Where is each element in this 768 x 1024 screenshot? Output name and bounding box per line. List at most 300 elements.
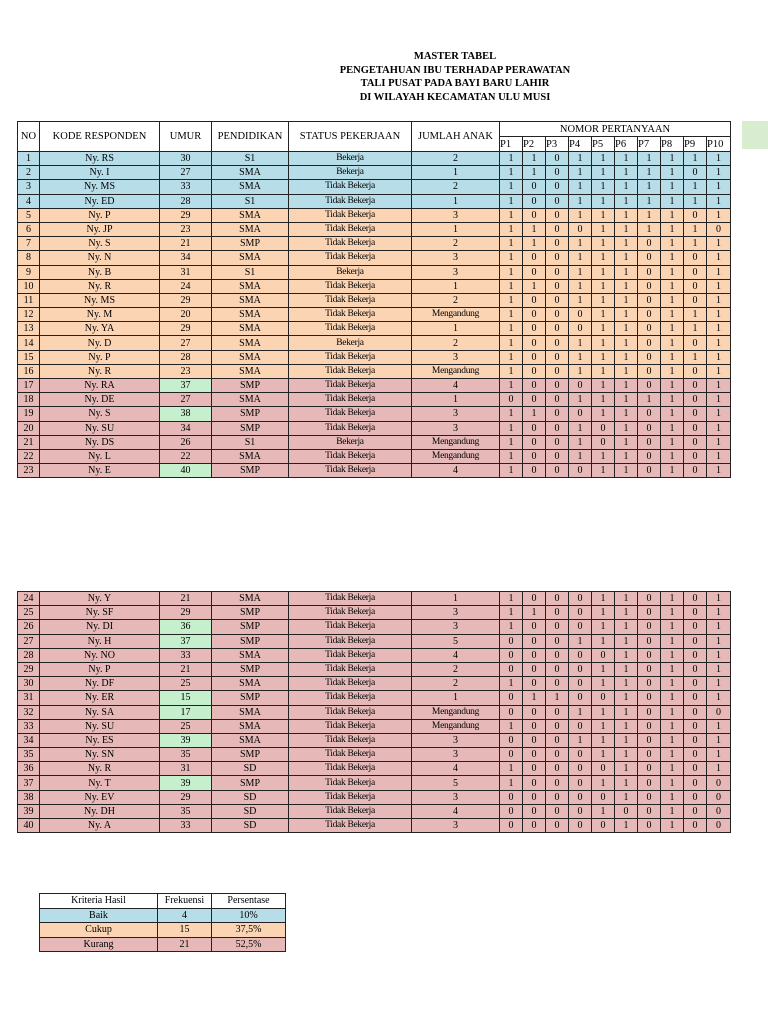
cell-status-pekerjaan: Tidak Bekerja [289,790,412,804]
cell-umur: 34 [160,421,212,435]
cell-p10: 1 [707,464,731,478]
cell-umur: 35 [160,804,212,818]
cell-p4: 1 [569,435,592,449]
cell-p5: 0 [592,790,615,804]
cell-jumlah-anak: 3 [412,208,500,222]
title-line-1: MASTER TABEL [413,51,497,62]
cell-p9: 0 [684,719,707,733]
cell-p9: 0 [684,421,707,435]
cell-no: 33 [18,719,40,733]
cell-p4: 0 [569,748,592,762]
table-row [18,194,731,208]
cell-p4: 1 [569,733,592,747]
cell-p4: 1 [569,634,592,648]
cell-p1: 1 [500,222,523,236]
cell-p7: 0 [638,762,661,776]
header-pendidikan: PENDIDIKAN [212,122,289,152]
cell-p5: 1 [592,308,615,322]
cell-p2: 0 [523,804,546,818]
cell-p10: 1 [707,237,731,251]
cell-p6: 1 [615,322,638,336]
cell-kode-responden: Ny. RA [40,379,160,393]
cell-p7: 0 [638,719,661,733]
cell-pendidikan: SD [212,762,289,776]
cell-p9: 0 [684,705,707,719]
table-row [18,592,731,606]
cell-p4: 0 [569,308,592,322]
cell-p2: 0 [523,449,546,463]
cell-status-pekerjaan: Tidak Bekerja [289,180,412,194]
cell-status-pekerjaan: Bekerja [289,166,412,180]
cell-p10: 1 [707,393,731,407]
cell-p10: 1 [707,208,731,222]
cell-pendidikan: SMP [212,379,289,393]
cell-p10: 1 [707,279,731,293]
cell-p1: 0 [500,634,523,648]
cell-p6: 1 [615,194,638,208]
cell-p2: 0 [523,265,546,279]
cell-p6: 0 [615,804,638,818]
cell-p10: 1 [707,662,731,676]
cell-p9: 0 [684,819,707,833]
cell-no: 35 [18,748,40,762]
cell-kode-responden: Ny. S [40,237,160,251]
cell-p7: 0 [638,776,661,790]
cell-umur: 37 [160,379,212,393]
cell-no: 24 [18,592,40,606]
cell-p3: 0 [546,308,569,322]
cell-p7: 0 [638,662,661,676]
cell-no: 15 [18,350,40,364]
cell-p4: 1 [569,152,592,166]
table-row [18,152,731,166]
cell-pendidikan: SMP [212,464,289,478]
cell-p10: 1 [707,322,731,336]
cell-kode-responden: Ny. MS [40,180,160,194]
cell-umur: 25 [160,719,212,733]
cell-p10: 1 [707,293,731,307]
cell-jumlah-anak: 3 [412,350,500,364]
cell-p10: 1 [707,421,731,435]
cell-p6: 1 [615,350,638,364]
cell-jumlah-anak: 1 [412,691,500,705]
cell-p4: 0 [569,762,592,776]
cell-no: 26 [18,620,40,634]
cell-p8: 1 [661,336,684,350]
cell-p5: 1 [592,208,615,222]
cell-p2: 0 [523,336,546,350]
cell-jumlah-anak: 1 [412,393,500,407]
cell-p9: 0 [684,648,707,662]
cell-pendidikan: SD [212,790,289,804]
table-body-1 [18,152,731,478]
cell-p7: 0 [638,733,661,747]
table-row [18,691,731,705]
cell-p7: 1 [638,393,661,407]
cell-p7: 0 [638,620,661,634]
cell-p2: 0 [523,620,546,634]
cell-pendidikan: SMA [212,208,289,222]
table-row [18,293,731,307]
cell-p6: 1 [615,634,638,648]
cell-status-pekerjaan: Tidak Bekerja [289,776,412,790]
cell-status-pekerjaan: Tidak Bekerja [289,322,412,336]
cell-kode-responden: Ny. ER [40,691,160,705]
table-row [18,776,731,790]
cell-kode-responden: Ny. SU [40,421,160,435]
cell-jumlah-anak: 2 [412,293,500,307]
cell-status-pekerjaan: Tidak Bekerja [289,308,412,322]
table-row [18,705,731,719]
cell-p9: 0 [684,592,707,606]
cell-jumlah-anak: 2 [412,152,500,166]
cell-p2: 0 [523,592,546,606]
table-row [18,421,731,435]
cell-p8: 1 [661,364,684,378]
cell-status-pekerjaan: Tidak Bekerja [289,606,412,620]
cell-p7: 1 [638,152,661,166]
cell-umur: 39 [160,733,212,747]
cell-p3: 0 [546,748,569,762]
cell-p3: 0 [546,379,569,393]
cell-p10: 1 [707,733,731,747]
cell-status-pekerjaan: Tidak Bekerja [289,733,412,747]
cell-p3: 0 [546,762,569,776]
cell-status-pekerjaan: Tidak Bekerja [289,251,412,265]
cell-p1: 0 [500,691,523,705]
cell-p10: 1 [707,364,731,378]
cell-p5: 0 [592,435,615,449]
cell-umur: 40 [160,464,212,478]
table-row [18,819,731,833]
summary-row [40,923,286,938]
cell-p2: 0 [523,350,546,364]
cell-p8: 1 [661,279,684,293]
cell-p8: 1 [661,762,684,776]
table-row [18,634,731,648]
cell-p7: 0 [638,237,661,251]
cell-no: 6 [18,222,40,236]
cell-p8: 1 [661,733,684,747]
cell-pendidikan: SD [212,819,289,833]
summary-header-frekuensi: Frekuensi [158,894,212,909]
cell-p7: 0 [638,293,661,307]
cell-p10: 1 [707,379,731,393]
cell-p3: 0 [546,251,569,265]
cell-p5: 1 [592,379,615,393]
cell-p3: 0 [546,606,569,620]
cell-umur: 21 [160,237,212,251]
cell-umur: 28 [160,350,212,364]
cell-p1: 1 [500,251,523,265]
cell-pendidikan: SMP [212,606,289,620]
cell-umur: 37 [160,634,212,648]
cell-jumlah-anak: 3 [412,819,500,833]
cell-p8: 1 [661,705,684,719]
cell-no: 10 [18,279,40,293]
cell-p2: 0 [523,705,546,719]
cell-p3: 0 [546,194,569,208]
cell-p4: 0 [569,222,592,236]
cell-umur: 27 [160,336,212,350]
cell-p10: 1 [707,592,731,606]
title-line-3: TALI PUSAT PADA BAYI BARU LAHIR [360,78,550,89]
cell-kode-responden: Ny. DF [40,677,160,691]
cell-p6: 1 [615,762,638,776]
cell-status-pekerjaan: Bekerja [289,152,412,166]
cell-no: 34 [18,733,40,747]
table-row [18,804,731,818]
cell-p1: 1 [500,293,523,307]
cell-p8: 1 [661,592,684,606]
cell-p8: 1 [661,265,684,279]
header-p6: P6 [615,137,638,152]
cell-pendidikan: SMP [212,407,289,421]
cell-p4: 0 [569,322,592,336]
table-row [18,208,731,222]
cell-status-pekerjaan: Tidak Bekerja [289,719,412,733]
cell-p9: 0 [684,620,707,634]
cell-p10: 0 [707,804,731,818]
cell-status-pekerjaan: Tidak Bekerja [289,762,412,776]
table-row [18,251,731,265]
cell-p1: 1 [500,421,523,435]
cell-p5: 1 [592,592,615,606]
cell-p4: 0 [569,620,592,634]
cell-p5: 1 [592,748,615,762]
cell-p1: 1 [500,336,523,350]
cell-p4: 1 [569,251,592,265]
cell-kode-responden: Ny. SN [40,748,160,762]
cell-p5: 1 [592,237,615,251]
cell-p2: 0 [523,677,546,691]
cell-p1: 0 [500,705,523,719]
cell-p4: 1 [569,705,592,719]
cell-jumlah-anak: 1 [412,194,500,208]
cell-kode-responden: Ny. E [40,464,160,478]
cell-p7: 0 [638,336,661,350]
cell-kode-responden: Ny. S [40,407,160,421]
cell-p6: 1 [615,620,638,634]
cell-p9: 1 [684,322,707,336]
table-row [18,435,731,449]
cell-p1: 1 [500,464,523,478]
cell-p6: 1 [615,166,638,180]
cell-p5: 1 [592,804,615,818]
cell-p5: 0 [592,421,615,435]
cell-p9: 0 [684,748,707,762]
cell-jumlah-anak: 4 [412,762,500,776]
cell-pendidikan: SMA [212,336,289,350]
cell-p3: 0 [546,733,569,747]
cell-status-pekerjaan: Tidak Bekerja [289,592,412,606]
cell-jumlah-anak: 3 [412,790,500,804]
cell-p5: 1 [592,322,615,336]
cell-p10: 1 [707,691,731,705]
header-p2: P2 [523,137,546,152]
cell-jumlah-anak: 5 [412,634,500,648]
cell-p6: 1 [615,293,638,307]
cell-p2: 1 [523,606,546,620]
cell-p2: 0 [523,364,546,378]
table-row [18,790,731,804]
cell-p10: 0 [707,776,731,790]
summary-kriteria: Cukup [40,923,158,938]
cell-p3: 0 [546,237,569,251]
cell-p4: 1 [569,265,592,279]
cell-jumlah-anak: 5 [412,776,500,790]
cell-p8: 1 [661,776,684,790]
header-no: NO [18,122,40,152]
cell-p2: 0 [523,648,546,662]
cell-no: 7 [18,237,40,251]
cell-p3: 0 [546,819,569,833]
cell-jumlah-anak: 3 [412,265,500,279]
cell-p2: 0 [523,733,546,747]
master-table [17,121,731,478]
cell-kode-responden: Ny. SU [40,719,160,733]
cell-p5: 0 [592,648,615,662]
cell-p10: 1 [707,435,731,449]
cell-p4: 0 [569,464,592,478]
cell-umur: 27 [160,166,212,180]
cell-status-pekerjaan: Bekerja [289,336,412,350]
cell-p5: 1 [592,222,615,236]
cell-p2: 1 [523,166,546,180]
cell-umur: 35 [160,748,212,762]
cell-p10: 0 [707,222,731,236]
cell-kode-responden: Ny. P [40,350,160,364]
cell-p5: 1 [592,194,615,208]
cell-p7: 0 [638,592,661,606]
summary-header-kriteria: Kriteria Hasil [40,894,158,909]
cell-p4: 1 [569,449,592,463]
cell-umur: 23 [160,364,212,378]
summary-frekuensi: 15 [158,923,212,938]
cell-kode-responden: Ny. DE [40,393,160,407]
summary-kriteria: Kurang [40,937,158,952]
cell-umur: 28 [160,194,212,208]
cell-p9: 0 [684,634,707,648]
cell-p9: 0 [684,691,707,705]
summary-header-persentase: Persentase [212,894,286,909]
cell-umur: 33 [160,648,212,662]
cell-p9: 0 [684,364,707,378]
cell-p5: 1 [592,620,615,634]
summary-frekuensi: 21 [158,937,212,952]
cell-p6: 1 [615,819,638,833]
cell-umur: 27 [160,393,212,407]
cell-p7: 0 [638,819,661,833]
cell-p4: 1 [569,166,592,180]
cell-p8: 1 [661,620,684,634]
cell-p6: 1 [615,265,638,279]
cell-pendidikan: SMA [212,705,289,719]
table-row [18,322,731,336]
cell-pendidikan: SMP [212,662,289,676]
cell-p1: 0 [500,748,523,762]
cell-p10: 1 [707,350,731,364]
cell-p7: 0 [638,606,661,620]
table-row [18,733,731,747]
cell-pendidikan: SMA [212,322,289,336]
cell-p9: 1 [684,180,707,194]
cell-p2: 0 [523,719,546,733]
cell-p7: 0 [638,407,661,421]
cell-p7: 0 [638,691,661,705]
cell-p1: 0 [500,804,523,818]
cell-p6: 1 [615,464,638,478]
cell-kode-responden: Ny. MS [40,293,160,307]
cell-p7: 0 [638,421,661,435]
cell-p6: 1 [615,776,638,790]
cell-p8: 1 [661,648,684,662]
cell-p4: 1 [569,421,592,435]
cell-p6: 1 [615,592,638,606]
cell-p5: 1 [592,279,615,293]
cell-p2: 1 [523,237,546,251]
header-p5: P5 [592,137,615,152]
cell-pendidikan: S1 [212,152,289,166]
cell-umur: 36 [160,620,212,634]
cell-p1: 0 [500,790,523,804]
table-row [18,719,731,733]
cell-p6: 1 [615,705,638,719]
cell-p5: 0 [592,691,615,705]
cell-no: 27 [18,634,40,648]
cell-p8: 1 [661,393,684,407]
cell-umur: 29 [160,208,212,222]
document-title [300,50,610,104]
cell-status-pekerjaan: Tidak Bekerja [289,691,412,705]
cell-p7: 0 [638,804,661,818]
cell-p6: 1 [615,407,638,421]
cell-jumlah-anak: 4 [412,379,500,393]
cell-p1: 1 [500,762,523,776]
cell-p10: 1 [707,308,731,322]
cell-p4: 1 [569,194,592,208]
cell-p3: 0 [546,648,569,662]
cell-status-pekerjaan: Tidak Bekerja [289,648,412,662]
cell-jumlah-anak: 2 [412,336,500,350]
cell-p2: 0 [523,180,546,194]
cell-p3: 0 [546,407,569,421]
cell-p9: 0 [684,407,707,421]
cell-status-pekerjaan: Tidak Bekerja [289,393,412,407]
cell-p9: 0 [684,265,707,279]
cell-p2: 0 [523,322,546,336]
cell-p8: 1 [661,421,684,435]
cell-jumlah-anak: 3 [412,251,500,265]
cell-p5: 1 [592,776,615,790]
cell-p7: 0 [638,350,661,364]
cell-p6: 1 [615,677,638,691]
cell-status-pekerjaan: Tidak Bekerja [289,748,412,762]
cell-p6: 1 [615,379,638,393]
cell-p2: 1 [523,279,546,293]
cell-p2: 0 [523,208,546,222]
cell-pendidikan: SMA [212,350,289,364]
table-body-2 [18,592,731,833]
cell-status-pekerjaan: Tidak Bekerja [289,222,412,236]
cell-no: 29 [18,662,40,676]
cell-no: 38 [18,790,40,804]
cell-p9: 0 [684,379,707,393]
cell-p3: 0 [546,350,569,364]
cell-jumlah-anak: 3 [412,421,500,435]
cell-p1: 0 [500,662,523,676]
cell-p6: 1 [615,222,638,236]
